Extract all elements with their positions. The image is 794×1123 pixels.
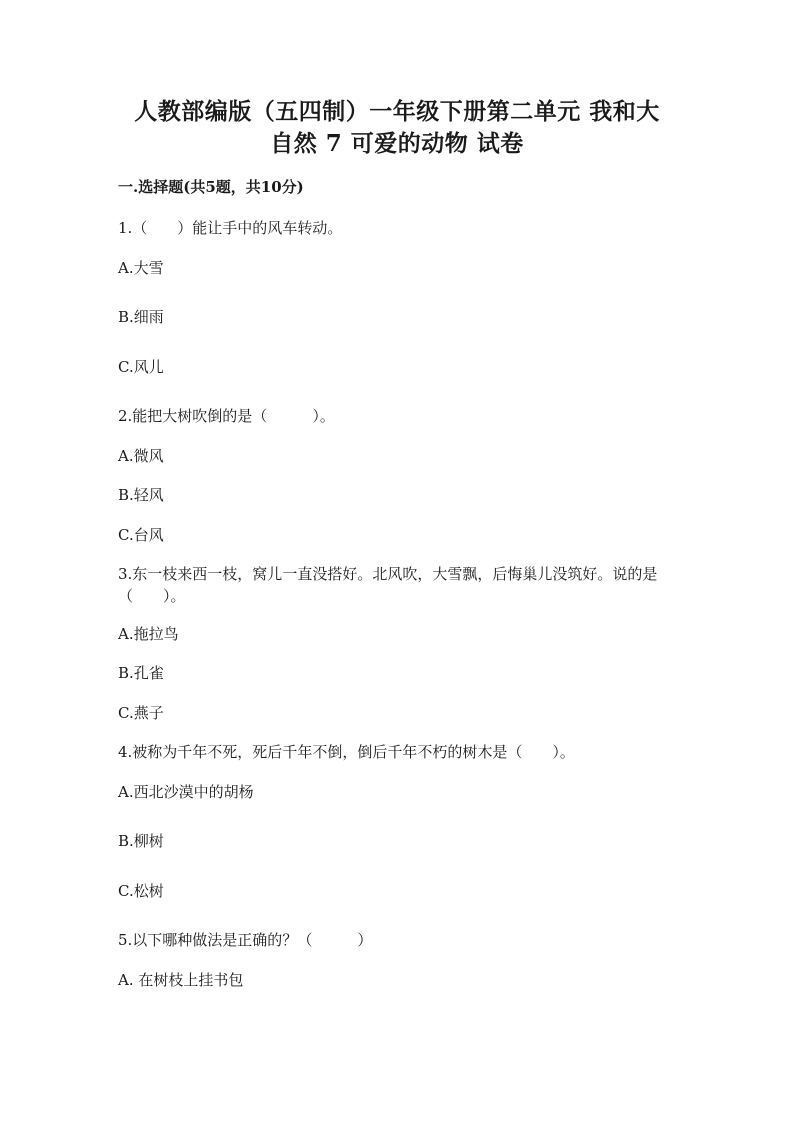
- question-2-option-c: C.台风: [118, 526, 164, 544]
- question-stem-3: 3.东一枝来西一枝，窝儿一直没搭好。北风吹，大雪飘，后悔巢儿没筑好。说的是（ ）。: [118, 565, 658, 605]
- question-4-option-b: B.柳树: [118, 832, 164, 850]
- question-4-option-a: A.西北沙漠中的胡杨: [118, 783, 254, 801]
- question-1-option-c: C.风儿: [118, 358, 164, 376]
- question-1-option-a: A.大雪: [118, 259, 164, 277]
- page-title-line1: 人教部编版（五四制）一年级下册第二单元 我和大: [134, 98, 660, 125]
- section-heading: 一.选择题(共5题，共10分): [118, 178, 304, 196]
- question-5-option-a: A. 在树枝上挂书包: [118, 971, 244, 989]
- question-1-option-b: B.细雨: [118, 308, 164, 326]
- question-stem-5: 5.以下哪种做法是正确的？（ ）: [118, 931, 373, 949]
- question-3-option-c: C.燕子: [118, 704, 164, 722]
- question-2-option-a: A.微风: [118, 447, 164, 465]
- question-4-option-c: C.松树: [118, 882, 164, 900]
- question-3-option-b: B.孔雀: [118, 664, 164, 682]
- question-3-option-a: A.拖拉鸟: [118, 625, 179, 643]
- page-title-line2: 自然 7 可爱的动物 试卷: [270, 130, 524, 157]
- question-2-option-b: B.轻风: [118, 486, 164, 504]
- question-stem-4: 4.被称为千年不死，死后千年不倒，倒后千年不朽的树木是（ ）。: [118, 743, 575, 761]
- question-stem-1: 1.（ ）能让手中的风车转动。: [118, 219, 343, 237]
- question-stem-2: 2.能把大树吹倒的是（ ）。: [118, 407, 335, 425]
